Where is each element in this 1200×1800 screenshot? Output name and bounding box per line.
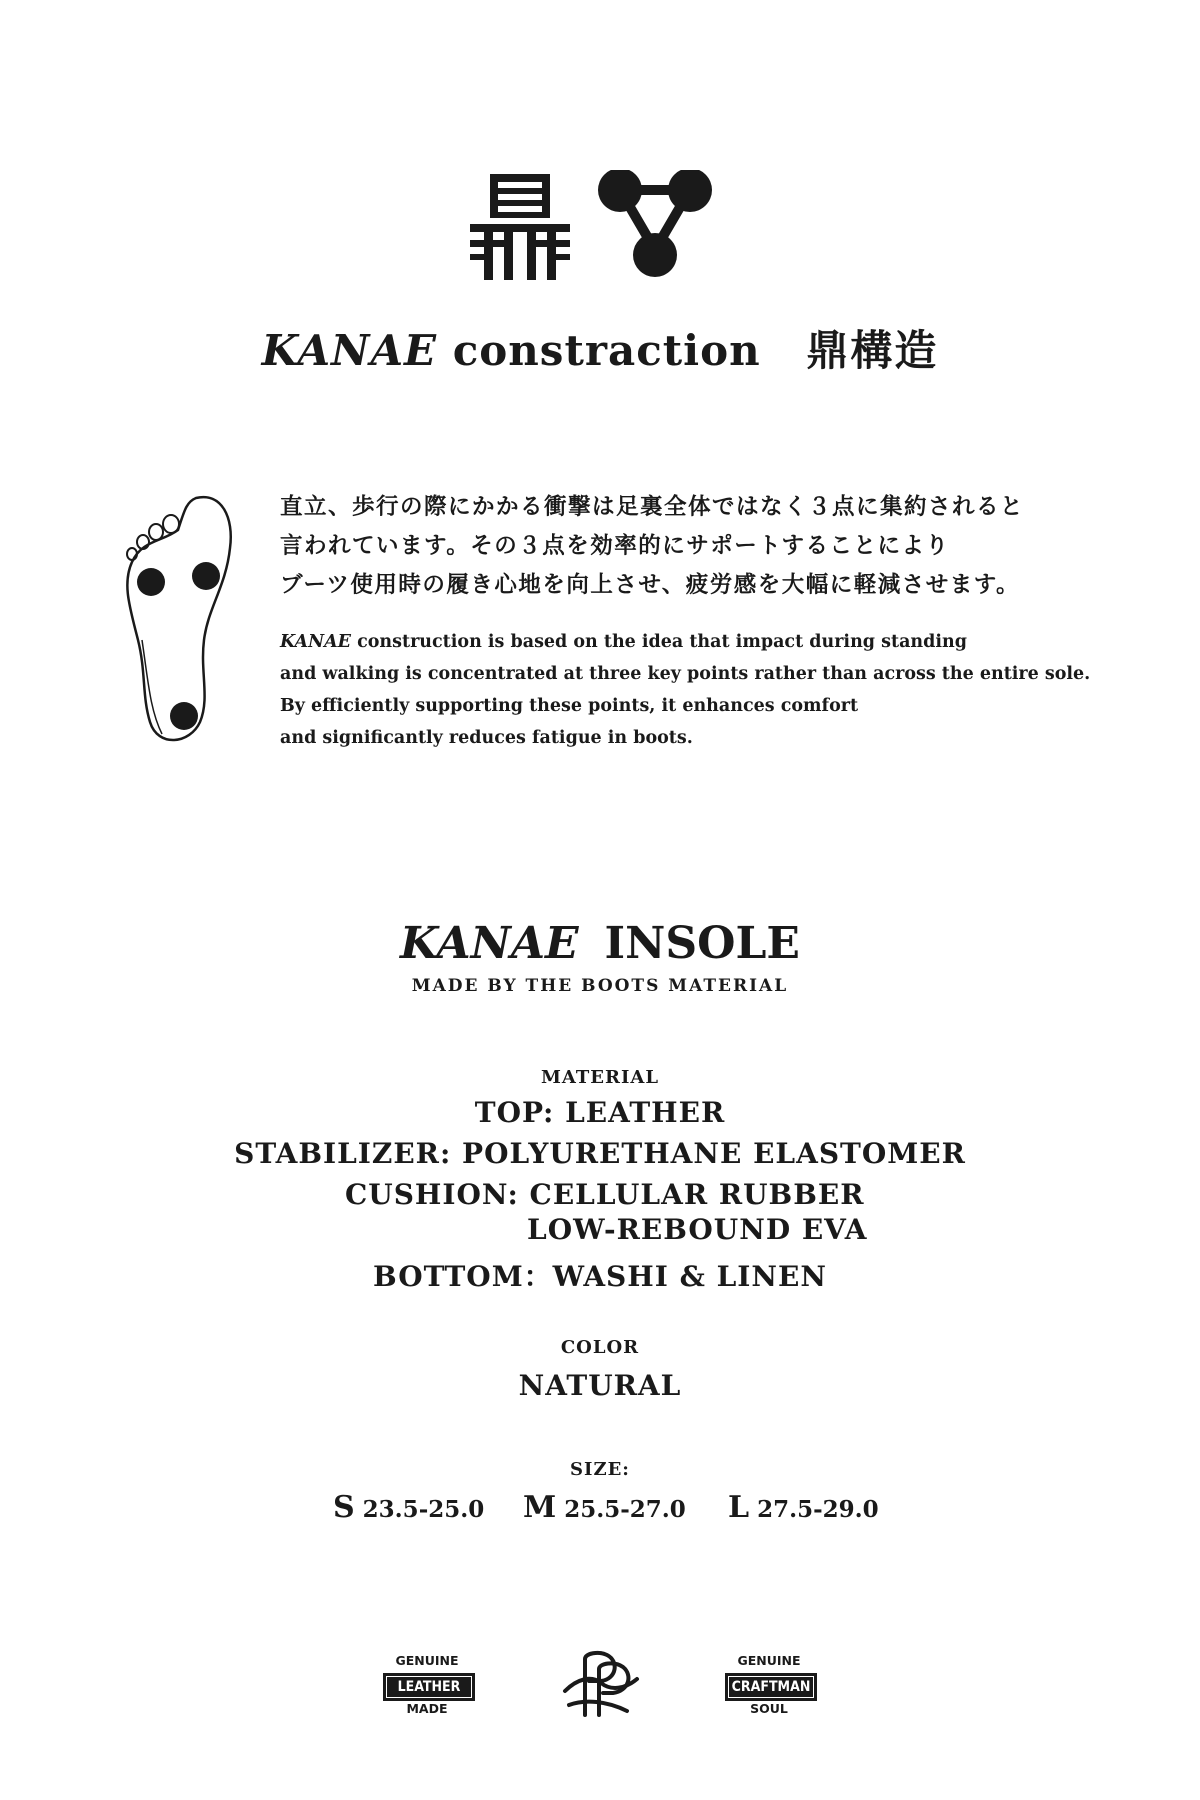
genuine-leather-badge (380, 1645, 480, 1725)
badge-bar-text: LEATHER (383, 1673, 475, 1701)
size-item-l (728, 1490, 879, 1525)
size-item-m (523, 1490, 686, 1525)
genuine-craftman-badge (722, 1645, 822, 1725)
title-word: constraction (452, 326, 761, 375)
title-brand: KANAE (261, 326, 438, 375)
insole-title (0, 918, 1200, 969)
material-cushion-2: LOW-REBOUND EVA (527, 1213, 868, 1246)
construction-title (0, 318, 1200, 378)
description-en-line: and walking is concentrated at three key points rather than across the entire sole. (280, 664, 1091, 684)
foot-sole-icon (118, 490, 248, 750)
size-range: 25.5-27.0 (564, 1496, 686, 1523)
description-en-line (280, 626, 1160, 658)
rp-monogram-icon (555, 1645, 645, 1725)
color-label: COLOR (560, 1337, 640, 1358)
title-jp: 鼎構造 (806, 326, 939, 375)
size-label: SIZE: (570, 1459, 630, 1480)
size-letter: L (728, 1490, 750, 1525)
badge-bottom-text: MADE (406, 1701, 448, 1716)
size-letter: M (523, 1490, 557, 1525)
color-value: NATURAL (518, 1369, 682, 1402)
description-jp (280, 488, 1160, 605)
material-stabilizer: STABILIZER: POLYURETHANE ELASTOMER (234, 1137, 966, 1170)
description-en-line1-rest: construction is based on the idea that impact during standing (351, 632, 967, 652)
foot-illustration (118, 490, 248, 750)
logo-row (470, 170, 730, 280)
badge-bottom-text: SOUL (750, 1701, 788, 1716)
description-en (280, 626, 1160, 754)
description-brand: KANAE (280, 632, 351, 652)
insole-word: INSOLE (604, 918, 800, 969)
description-jp-line: 言われています。その３点を効率的にサポートすることにより (280, 533, 950, 559)
description-en-line: and significantly reduces fatigue in boots. (280, 728, 693, 748)
badge-top-text: GENUINE (737, 1653, 801, 1668)
size-letter: S (333, 1490, 355, 1525)
description-en-line: By efficiently supporting these points, it enhances comfort (280, 696, 859, 716)
badge-top-text: GENUINE (395, 1653, 459, 1668)
insole-brand: KANAE (400, 918, 579, 969)
material-label: MATERIAL (540, 1067, 660, 1088)
rp-monogram-badge (555, 1645, 645, 1725)
insole-subtitle: MADE BY THE BOOTS MATERIAL (411, 976, 789, 996)
size-item-s (333, 1490, 484, 1525)
material-bottom: BOTTOM：WASHI & LINEN (373, 1260, 827, 1293)
material-cushion: CUSHION: CELLULAR RUBBER (345, 1178, 865, 1211)
description-jp-line: ブーツ使用時の履き心地を向上させ、疲労感を大幅に軽減させます。 (280, 572, 1020, 598)
size-range: 27.5-29.0 (757, 1496, 879, 1523)
three-point-triangle-icon (598, 170, 712, 277)
size-range: 23.5-25.0 (362, 1496, 485, 1523)
material-top: TOP: LEATHER (474, 1096, 726, 1129)
kanji-kanae-logo-icon (470, 170, 730, 280)
badge-bar-text: CRAFTMAN (725, 1673, 817, 1701)
description-jp-line: 直立、歩行の際にかかる衝撃は足裏全体ではなく３点に集約されると (280, 494, 1025, 520)
